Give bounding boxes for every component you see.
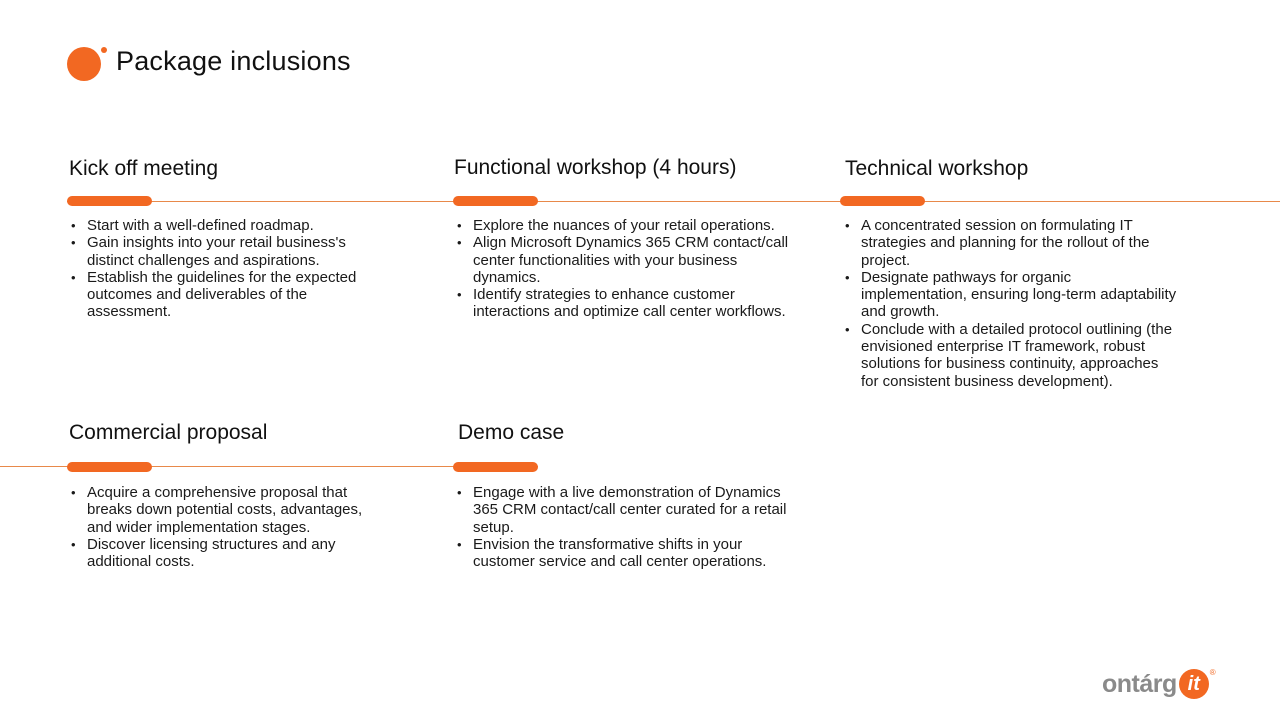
title-accent-dot (67, 47, 101, 81)
logo-badge-icon: it (1179, 669, 1209, 699)
section-title-kick-off: Kick off meeting (69, 157, 219, 180)
list-item: • Envision the transformative shifts in your customer service and call center operations. (455, 536, 795, 571)
section-marker-demo-case (453, 462, 538, 472)
section-title-demo-case: Demo case (458, 421, 565, 444)
section-marker-functional-workshop (453, 196, 538, 206)
timeline-top (67, 201, 1280, 202)
section-marker-commercial-proposal (67, 462, 152, 472)
bullet-list-kick-off (69, 217, 389, 321)
page-title: Package inclusions (116, 46, 351, 76)
list-item: • Discover licensing structures and any additional costs. (69, 536, 389, 571)
list-item: • Designate pathways for organic implementation, ensuring long-term adaptability and growth. (843, 269, 1178, 321)
logo-registered-mark: ® (1209, 668, 1216, 677)
bullet-list-functional-workshop (455, 217, 795, 321)
section-title-technical-workshop: Technical workshop (845, 157, 1029, 180)
list-item: • Align Microsoft Dynamics 365 CRM contact/call center functionalities with your business dynamics. (455, 234, 795, 286)
list-item: • Identify strategies to enhance customer interactions and optimize call center workflows. (455, 286, 795, 321)
logo-wordmark: ontárg (1102, 669, 1177, 698)
list-item: • A concentrated session on formulating IT strategies and planning for the rollout of the project. (843, 217, 1178, 269)
section-marker-technical-workshop (840, 196, 925, 206)
list-item: • Acquire a comprehensive proposal that breaks down potential costs, advantages, and wider implementation stages. (69, 484, 389, 536)
list-item: • Conclude with a detailed protocol outlining (the envisioned enterprise IT framework, robust solutions for business continuity, approaches for consistent business development). (843, 321, 1178, 390)
list-item: • Start with a well-defined roadmap. (69, 217, 389, 234)
section-title-commercial-proposal: Commercial proposal (69, 421, 268, 444)
section-marker-kick-off (67, 196, 152, 206)
bullet-list-commercial-proposal (69, 484, 389, 570)
list-item: • Engage with a live demonstration of Dynamics 365 CRM contact/call center curated for a retail setup. (455, 484, 795, 536)
company-logo (1102, 668, 1216, 700)
list-item: • Explore the nuances of your retail operations. (455, 217, 795, 234)
section-title-functional-workshop: Functional workshop (4 hours) (454, 156, 737, 179)
bullet-list-demo-case (455, 484, 795, 570)
title-accent-dot-small (101, 47, 107, 53)
bullet-list-technical-workshop (843, 217, 1178, 390)
list-item: • Establish the guidelines for the expected outcomes and deliverables of the assessment. (69, 269, 389, 321)
list-item: • Gain insights into your retail business's distinct challenges and aspirations. (69, 234, 389, 269)
